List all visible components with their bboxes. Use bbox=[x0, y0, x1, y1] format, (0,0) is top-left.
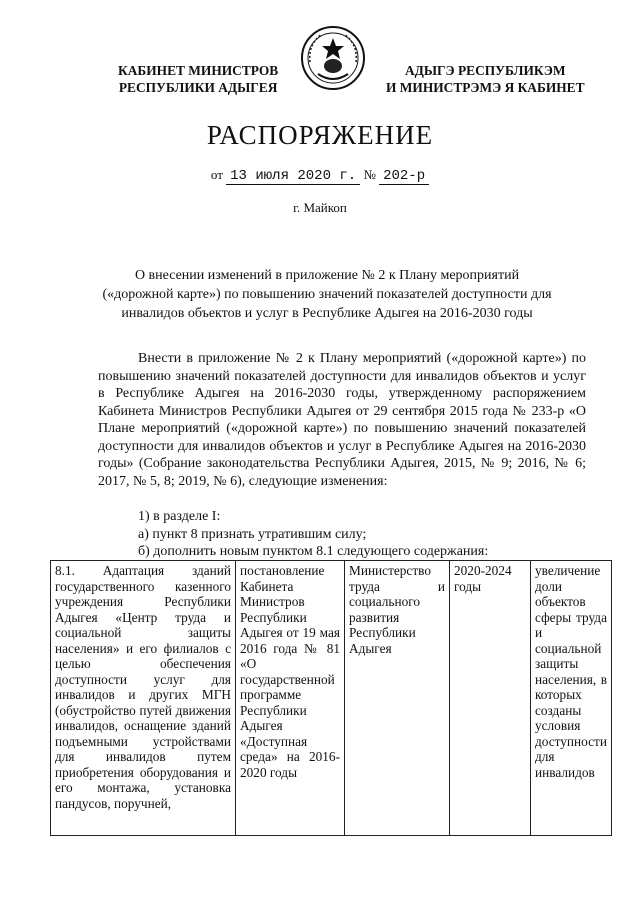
subject-line: («дорожной карте») по повышению значений показателей доступности для bbox=[102, 287, 552, 302]
issuer-left-line1: КАБИНЕТ МИНИСТРОВ bbox=[118, 63, 279, 78]
issuer-left-line2: РЕСПУБЛИКИ АДЫГЕЯ bbox=[118, 80, 278, 95]
document-dateline bbox=[0, 167, 640, 185]
list-item: б) дополнить новым пунктом 8.1 следующего содержания: bbox=[138, 544, 489, 559]
document-date: 13 июля 2020 г. bbox=[226, 168, 360, 185]
document-title: РАСПОРЯЖЕНИЕ bbox=[206, 120, 434, 150]
list-item: 1) в разделе I: bbox=[138, 509, 221, 524]
date-prefix: от bbox=[210, 167, 223, 182]
table-row bbox=[51, 561, 612, 836]
subject-line: инвалидов объектов и услуг в Республике Адыгея на 2016-2030 годы bbox=[121, 306, 533, 321]
list-item: а) пункт 8 признать утратившим силу; bbox=[138, 526, 367, 542]
table-cell-period: 2020-2024 годы bbox=[450, 561, 531, 836]
table-cell-executor: Министерство труда и социального развития Республики Адыгея bbox=[345, 561, 450, 836]
document-number: 202-р bbox=[379, 168, 429, 185]
adygea-coat-of-arms-icon bbox=[298, 22, 368, 94]
table-cell-result: увеличение доли объектов сферы труда и социальной защиты населения, в которых созданы условия доступности для инвалидов bbox=[531, 561, 612, 836]
issuer-right bbox=[386, 62, 585, 96]
city: г. Майкоп bbox=[293, 200, 347, 215]
number-label: № bbox=[363, 167, 376, 182]
issuer-left bbox=[118, 62, 278, 96]
issuer-right-line2: И МИНИСТРЭМЭ Я КАБИНЕТ bbox=[386, 80, 585, 95]
subject-line: О внесении изменений в приложение № 2 к Плану мероприятий bbox=[134, 268, 520, 283]
table-cell-basis: постановление Кабинета Министров Республики Адыгея от 19 мая 2016 года № 81 «О государственной программе Республики Адыгея «Доступная среда» на 2016-2020 годы bbox=[236, 561, 345, 836]
table-cell-measure: 8.1. Адаптация зданий государственного казенного учреждения Республики Адыгея «Центр труда и социальной защиты населения» и его филиалов с целью обеспечения доступности услуг для инвалидов и других МГН (обустройство путей движения инвалидов, оснащение зданий подъемными устройствами для инвалидов путем приобретения оборудования и его монтажа, установка пандусов, поручней, bbox=[51, 561, 236, 836]
document-subject bbox=[92, 266, 562, 323]
amendment-table bbox=[50, 560, 612, 836]
body-paragraph: Внести в приложение № 2 к Плану мероприятий («дорожной карте») по повышению значений показателей доступности для инвалидов объектов и услуг в Республике Адыгея на 2016-2030 годы, утвержденному распоряжением Кабинета Министров Республики Адыгея от 29 сентября 2015 года № 233-р «О Плане мероприятий («дорожной карте») по повышению значений показателей доступности для инвалидов объектов и услуг в Республике Адыгея на 2016-2030 годы» (Собрание законодательства Республики Адыгея, 2015, № 9; 2016, № 6; 2017, № 5, 8; 2019, № 6), следующие изменения: bbox=[98, 351, 586, 489]
issuer-right-line1: АДЫГЭ РЕСПУБЛИКЭМ bbox=[405, 63, 566, 78]
